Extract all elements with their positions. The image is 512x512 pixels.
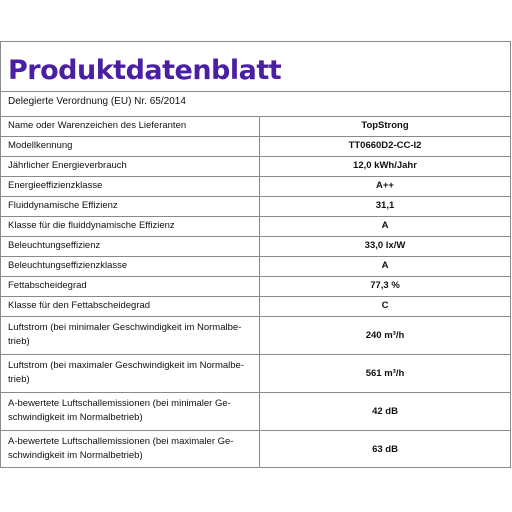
table-row xyxy=(1,277,510,296)
product-data-sheet xyxy=(0,41,511,468)
table-row xyxy=(1,393,510,430)
row-value: 63 dB xyxy=(372,444,398,455)
row-value: 33,0 lx/W xyxy=(364,240,406,251)
row-value: 31,1 xyxy=(375,200,395,211)
table-row xyxy=(1,177,510,196)
row-label: Modellkennung xyxy=(8,140,73,151)
row-label: Fettabscheidegrad xyxy=(8,280,87,291)
row-label: Klasse für die fluiddynamische Effizienz xyxy=(8,220,175,231)
table-row xyxy=(1,137,510,156)
table-row xyxy=(1,117,510,136)
row-value: 42 dB xyxy=(372,406,398,417)
row-value: A++ xyxy=(376,180,394,191)
row-value: TopStrong xyxy=(361,120,409,131)
row-label: Name oder Warenzeichen des Lieferanten xyxy=(8,120,187,131)
row-label: Jährlicher Energieverbrauch xyxy=(8,160,127,171)
row-value: A xyxy=(381,220,389,231)
row-value: TT0660D2-CC-I2 xyxy=(348,140,422,151)
table-row xyxy=(1,317,510,354)
row-label: Fluiddynamische Effizienz xyxy=(8,200,118,211)
row-value: 12,0 kWh/Jahr xyxy=(353,160,417,171)
row-label: Klasse für den Fettabscheidegrad xyxy=(8,300,151,311)
sheet-title: Produktdatenblatt xyxy=(8,55,282,86)
row-value: 561 m³/h xyxy=(365,368,405,379)
row-value: A xyxy=(381,260,389,271)
row-label: Luftstrom (bei maximaler Geschwindigkeit im Normalbe-trieb) xyxy=(8,360,244,385)
row-label: Energieeffizienzklasse xyxy=(8,180,103,191)
title-divider xyxy=(1,91,510,92)
table-row xyxy=(1,297,510,316)
row-label: Luftstrom (bei minimaler Geschwindigkeit im Normalbe-trieb) xyxy=(8,322,242,347)
table-row xyxy=(1,355,510,392)
row-label: Beleuchtungseffizienz xyxy=(8,240,101,251)
row-value: C xyxy=(381,300,389,311)
table-row xyxy=(1,157,510,176)
table-row xyxy=(1,217,510,236)
row-label: Beleuchtungseffizienzklasse xyxy=(8,260,128,271)
row-value: 240 m³/h xyxy=(365,330,405,341)
table-row xyxy=(1,237,510,256)
table-row xyxy=(1,197,510,216)
row-label: A-bewertete Luftschallemissionen (bei maximaler Ge-schwindigkeit im Normalbetrieb) xyxy=(8,436,234,461)
table-row xyxy=(1,431,510,467)
row-value: 77,3 % xyxy=(370,280,400,291)
regulation-reference: Delegierte Verordnung (EU) Nr. 65/2014 xyxy=(8,96,186,107)
table-row xyxy=(1,257,510,276)
row-label: A-bewertete Luftschallemissionen (bei minimaler Ge-schwindigkeit im Normalbetrieb) xyxy=(8,398,231,423)
